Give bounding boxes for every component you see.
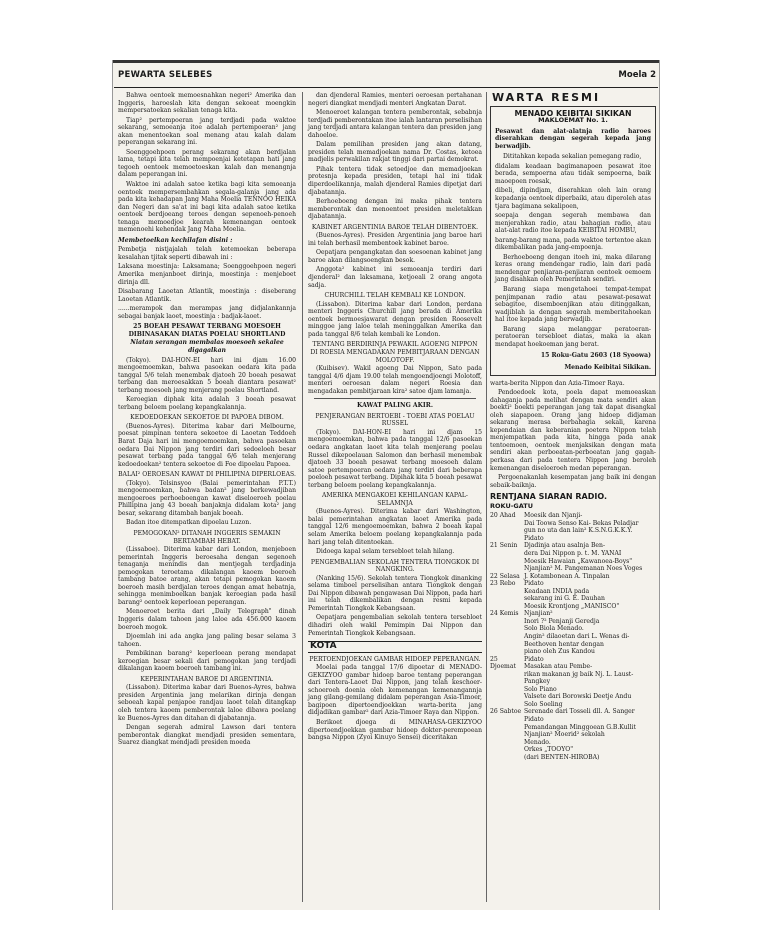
column-rule <box>302 92 303 902</box>
proclamation-box <box>490 106 656 376</box>
paragraph: (Buenos-Ayres). Presiden Argentinia jang baroe hari ini telah berhasil membentoek kabinet baroe. <box>308 232 482 247</box>
schedule-item: Solo Biola Menado. <box>524 625 584 633</box>
paragraph: Disabarang Laoetan Atlantik, moestinja : diseberang Laoetan Atlantik. <box>118 288 296 303</box>
paragraph: (Kuibisev). Wakil agoeng Dai Nippon, Sato pada tanggal 4/6 djam 19.00 telah mengoendjoengi Molotoff, menteri oeroesan dalam negeri Roesia dan mengadakan pembitjaraan kira² satoe djam lamanja. <box>308 365 482 395</box>
paragraph: Anggota² kabinet ini semoeanja terdiri dari djenderal² dan laksamana, ketjoeali 2 orang angota sadja. <box>308 266 482 289</box>
paragraph: barang-barang mana, pada waktoe tertentoe akan dikembalikan pada jang-empoenja. <box>495 236 651 252</box>
proclamation-signature: Menado Keibitai Sikikan. <box>564 363 651 371</box>
top-rule <box>112 60 660 63</box>
article-headline: PENJERANGAN BERTOEBI - TOEBI ATAS POELAU RUSSEL <box>315 412 475 428</box>
article-headline: TENTANG BERDIRINJA PEWAKIL AGOENG NIPPON DI ROESIA MENGADAKAN PEMBITJARAAN DENGAN MOLOTOFF. <box>310 341 480 364</box>
schedule-item: Beethoven hentar dengan <box>524 640 604 648</box>
paragraph: Waktoe ini adalah satoe ketika bagi kita semoeanja oentoek mempersembahkan segala-galanja jang ada pada kita kehadapan Jang Maha Moelia TENNOO HEIKA dan Negeri dan sa'at ini bagi kita adalah satoe ketika oentoek berdjoeang teroes dengan sepenoeh-penoeh tenaga memoedjoe kearah kemenangan oentoek memenoehi kehendak Jang Maha Moelia. <box>118 181 296 234</box>
column-rule <box>486 92 487 902</box>
paragraph: Djoemlah ini ada angka jang paling besar selama 3 tahoen. <box>118 633 296 648</box>
divider <box>314 398 476 399</box>
paragraph: Didoega kapal selam tersebloet telah hilang. <box>316 548 455 556</box>
paragraph: Berhoeboeng dengan ini maka pihak tentera memberontak dan menoentoet presiden meletakkan djabatannja. <box>308 198 482 221</box>
paragraph: Pendoedoek kota, poela dapat memoeaskan dahaganja pada melihat dengan mata sendiri akan boekti² boekti peperangan jang tak dapat disangkal oleh siapapoen. Orang jang hidoep didjaman sekarang merasa berbahagia sekali, karena kependaian dan keberanian poetera Nippon telah menjempatkan pada kita, hingga pada anak tentoemoen, oentoek menjaksikan dengan mata sendiri akan perboeatan-perboeatan jang gagah-perkasa dari pada tentera Nippon jang beroleh kemenangan diseloeroeh medan peperangan. <box>490 389 656 472</box>
section-title-warta-resmi: WARTA RESMI <box>492 91 601 104</box>
newspaper-page <box>112 60 660 910</box>
schedule-item: sekarang ini G. E. Dauhan <box>524 595 605 603</box>
paragraph: Berikoet djoega di MINAHASA-GEKIZYOO dipertoendjoekkan gambar hidoep dokter-perempoean bangsa Nippon (Zyoi Kinuyo Sensei) diceritakan <box>308 719 482 742</box>
paragraph: Badan itoe ditempatkan dipoelau Luzon. <box>126 519 252 527</box>
paragraph: Dititahkan kepada sekalian pemegang radio, <box>503 153 642 161</box>
paragraph: Menoeroet berita dari „Daily Telegraph" dinah Inggeris dalam tahoen jang laloe ada 456.000 kaoem boeroeh mogok. <box>118 608 296 631</box>
paragraph: Oepatjara pengembalian sekolah tentera tersebloet dihadiri oleh wakil Pemimpin Dai Nippon dan Pemerintah Tiongkok Kebangsaan. <box>308 614 482 637</box>
schedule-item: Pidato <box>524 580 544 588</box>
paragraph: Dalam pemilihan presiden jang akan datang, presiden telah memadjoekan nama Dr. Costas, ketoea madjelis perwakilan rakjat tinggi dari partai demokrat. <box>308 141 482 164</box>
schedule-item: Pangkey <box>524 678 551 686</box>
schedule-item: (dari BENTEN-HIROBA) <box>524 753 600 761</box>
radio-schedule-month: ROKU-GATU <box>490 501 534 510</box>
radio-schedule-title: RENTJANA SIARAN RADIO. <box>490 492 608 502</box>
paragraph: Laksana moestinja: Laksamana; Soenggoehpoen negeri Amerika menjanboet dirinja, moestinja : menjeboet dirinja dll. <box>118 263 296 286</box>
schedule-item: Serenade dari Tosseli dll. A. Sanger <box>524 708 635 716</box>
schedule-item: Solo Piano <box>524 685 557 693</box>
schedule-item: Pemandangan Minggoean G.B.Kullit <box>524 723 636 731</box>
paragraph: Pembetja nistjajalah telah ketemoekan beberapa kesalahan tjitak seperti dibawah ini : <box>118 246 296 261</box>
header-rule <box>114 87 658 88</box>
paragraph: soepaja dengan segerah membawa dan menjerahkan radio, atau bahagian radio, atau alat-alat radio itoe kepada KEIBITAI HOMBU, <box>495 212 651 235</box>
schedule-item: Angin² dilaoetan dari L. Wenas di- <box>524 633 630 640</box>
page-number: Moela 2 <box>618 70 656 80</box>
schedule-day: 25 Djoemat <box>490 655 516 671</box>
paragraph: Tiap² pertempoeran jang terdjadi pada waktoe sekarang, semoeanja itoe adalah pertempoeran² jang akan menentoekan soal menang atau kalah dalam peperangan sekarang ini. <box>118 116 296 147</box>
column-2 <box>308 92 482 744</box>
schedule-item: Moesik Krontjong „MANISCO" <box>524 602 620 610</box>
article-headline: PERTOENDJOEKAN GAMBAR HIDOEP PEPERANGAN. <box>309 655 481 663</box>
article-headline: PENGEMBALIAN SEKOLAH TENTERA TIONGKOK DI NANGKING. <box>310 558 480 574</box>
schedule-day: 21 Senin <box>490 542 518 550</box>
schedule-item: Menado. <box>524 738 551 746</box>
schedule-item: piano oleh Zus Kandou <box>524 648 595 656</box>
schedule-item: Keadaan INDIA pada <box>524 587 590 595</box>
schedule-item: Inori ?² Penjanji Geredja <box>524 617 600 625</box>
schedule-row <box>490 610 656 655</box>
schedule-item: Njanjian² <box>524 610 553 618</box>
schedule-item: Solo Soeling <box>524 700 563 708</box>
schedule-row <box>490 512 656 542</box>
schedule-row <box>490 708 656 761</box>
schedule-item: Pidato <box>524 655 544 663</box>
paragraph: (Buenos-Ayres). Diterima kabar dari Washington, balai pemerintahan angkatan laoet Amerika pada tanggal 12/6 mengoemoemkan, bahwa 2 boeah kapal selam Amerika beloem poelang kepangkalannja pada hari jang telah ditentoekan. <box>308 508 482 546</box>
schedule-item: Moesik Hawaian „Kawanoea-Boys" <box>524 557 633 565</box>
paragraph: dibeli, dipindjam, diserahkan oleh lain orang kepadanja oentoek diperbaiki, atau diperoleh atas tjara bagimana sekalipoen, <box>495 187 651 210</box>
schedule-item: Pidato <box>524 716 544 724</box>
paragraph: (Tokyo). Telsinsyoo (Balai pemerintahan P.T.T.) mengoemoemkan, bahwa badan² jang berkewadjiban mengoeroes perhoeboengan kawat diseloeroeh poelau Phillipina jang 43 boeah banjaknja didalam kota² jang besar, sekarang ditambah banjak boeah. <box>118 479 296 517</box>
article-subheadline: Niatan serangan membalas moesoeh sekalee digagalkan <box>130 339 284 354</box>
article-headline: AMERIKA MENGAKOEI KEHILANGAN KAPAL-SELAMNJA <box>322 492 468 507</box>
paragraph: Bahwa oentoek memoesnahkan negeri² Amerika dan Inggeris, haroeslah kita dengan sekoeat moengkin mempersatoekan sekalian tenaga kita. <box>118 92 296 115</box>
paragraph: (Buenos-Ayres). Diterima kabar dari Melbourne, poesat pimpinan tentera sekoetoe di Laoetan Teddoeh Barat Daja hari ini mengoemoemkan, bahwa pasoekan oedara Dai Nippon jang terdiri dari sedoeloeh besar pesawat terbang pada tanggal 6/6 telah menjerang kedoedoekan² tentera sekoetoe di Foe dipoelau Papoea. <box>118 422 296 468</box>
page-edge <box>659 60 660 910</box>
schedule-item: Njanjian² M. Pangemanan Noes Voges <box>524 565 643 573</box>
paragraph: (Lissabon). Diterima kabar dari London, perdana menteri Inggeris Churchill jang berada di Amerika oentoek bermoesjawarat dengan presiden Roosevelt minggoe jang laloe telah meninggalkan Amerika dan pada tanggal 8/6 telah kembali ke London. <box>308 300 482 338</box>
article-headline: KABINET ARGENTINIA BAROE TELAH DIBENTOEK. <box>311 223 479 231</box>
article-headline: BALAI² OEROESAN KAWAT DI PHILIPINA DIPERLOEAS. <box>118 471 296 479</box>
schedule-day: 24 Kemis <box>490 610 519 618</box>
schedule-day: 23 Rebo <box>490 580 516 588</box>
page-edge <box>112 60 113 910</box>
section-heading: KAWAT PALING AKIR. <box>357 402 433 410</box>
proclamation-title: MENADO KEIBITAI SIKIKAN <box>514 108 632 118</box>
schedule-day: 26 Sabtoe <box>490 708 522 716</box>
paragraph: Berhoeboeng dengan itoeh ini, maka dilarang keras orang mendengar radio, lain dari pada mendengar penjiaran-penjiaran oentoek oemoem jang disahkan oleh Pemerintah sendiri. <box>495 253 651 284</box>
publication-title: PEWARTA SELEBES <box>118 70 213 80</box>
proclamation-lead: Pesawat dan alat-alatnja radio haroes diserahkan dengan segerah kepada jang berwadjib. <box>495 127 651 150</box>
schedule-item: Orkes „TOOYO" <box>524 746 574 754</box>
paragraph: Moelai pada tanggal 17/6 dipoetar di MENADO-GEKIZYOO gambar hidoep baroe tentang peperangan dari Tentera-Laoet Dai Nippon, jang telah keschoer-schoeroeh doenia oleh kemenangan kemenangannja jang gilang-gemilang didalam peperangan Asia-Timoer, bagipoen dipertoendjoekkan warta-berita jang didjadikan gambar² dari Azia-Timoer Raya dan Nippon. <box>308 664 482 717</box>
schedule-row <box>490 542 656 572</box>
schedule-item: J. Kotambonean A. Tinpalan <box>524 572 610 580</box>
proclamation-number: MAKLOEMAT No. 1. <box>538 116 608 125</box>
schedule-day: 22 Selasa <box>490 572 520 580</box>
paragraph: Barang siapa melanggar peratoeran-peratoeran tersebloet diatas, maka ia akan mendapat hoekoeman jang berat. <box>495 325 651 348</box>
paragraph: (Tokyo). DAI-HON-EI hari ini djam 15 mengoemoemkan, bahwa pada tanggal 12/6 pasoekan oedara angkatan laoet kita telah menjerang poelau Russel dikepoelauan Salomon dan berhasil menembak djatoeh 33 boeah pesawat terbang moesoeh dalam satoe pertempoeran oedara jang terdiri dari beberapa poeloeh pesawat terbang. Dipihak kita 5 boeah pesawat terbang beloem poelang kepangkalannja. <box>308 428 482 489</box>
section-heading: Membetoelkan kechilafan disini : <box>118 236 233 244</box>
article-headline: KEDOEDOEKAN SEKOETOE DI PAPOEA DIBOM. <box>130 414 284 422</box>
column-1 <box>118 92 296 749</box>
schedule-item: Pidato <box>524 534 544 542</box>
paragraph: Pergoenakanlah kesempatan jang baik ini dengan sebaik-baiknja. <box>490 474 656 489</box>
section-title-kota: KOTA <box>308 641 482 653</box>
paragraph: (Lissaboe). Diterima kabar dari London, menjeboen pemerintah Inggeris beroesaha dengan segenoeh tenaganja menindis dan mentjegah terdjadinja pemogokan teroetama dikalangan kaoem boeroeh tambang batoe arang, akan tetapi pemogokan kaoem boeroeh masih berdjalan teroes dengan amat hebatnja, sehingga menimboelkan banjak keroegian pada hasil barang² oentoek keperloean peperangan. <box>118 546 296 606</box>
paragraph: (Lissabon). Diterima kabar dari Buenos-Ayres, bahwa presiden Argentinia jang melarikan dirinja dengan seboeah kapal penjapoe randjau laoet telah ditangkap oleh tentera kaoem pemberontak laloe dibawa poelang ke Buenos-Ayres dan ditahan di djabatannja. <box>118 684 296 722</box>
paragraph: ......merampok dan merampas jang didjalankannja sebagai banjak laoet, moestinja : badjak-laoet. <box>118 305 296 320</box>
schedule-item: Masakan atau Pembe- <box>524 663 593 671</box>
paragraph: Barang siapa mengetahoei tempat-tempat penjimpanan radio atau pesawat-pesawat sebagitoe, disemboenjikan atau ditinggalkan, wadjiblah ia dengan segerah memberitahoekan hal itoe kepada jang berwadjib. <box>495 286 651 324</box>
paragraph: Menoeroet kalangan tentera pemberontak, sebabnja terdjadi pemberontakan itoe ialah lantaran perselisihan jang terdjadi antara kalangan tentera dan presiden jang dahoeloe. <box>308 109 482 139</box>
article-headline: CHURCHILL TELAH KEMBALI KE LONDON. <box>324 292 466 300</box>
schedule-item: dera Dai Nippon p. t. M. YANAI <box>524 549 622 557</box>
paragraph: didalam keadaan bagimanapoen pesawat itoe berada, sempoerna atau tidak sempoerna, baik maoepoen roesak, <box>495 162 651 185</box>
article-headline: PEMOGOKAN² DITANAH INGGERIS SEMAKIN BERTAMBAH HEBAT. <box>133 529 281 545</box>
schedule-row <box>490 573 656 581</box>
paragraph: Dengan segerah admiral Lawson dari tentera pemberontak diangkat mendjadi presiden sementara, Suarez diangkat mendjadi presiden moeda <box>118 724 296 747</box>
paragraph: Pembikinan barang² keperloean perang mendapat keroegian besar sekali dari pemogokan jang terdjadi dikalangan kaoem boeroeh tambang ini. <box>118 650 296 673</box>
schedule-row <box>490 580 656 610</box>
schedule-item: Valsete dari Borowski Deetje Andu <box>524 693 632 701</box>
schedule-item: gun no uta dan lain² K.S.N.G.K.K.Y. <box>524 527 633 535</box>
column-3 <box>490 92 656 761</box>
article-headline: 25 BOEAH PESAWAT TERBANG MOESOEH DIBINASAKAN DIATAS POELAU SHORTLAND <box>128 323 286 338</box>
schedule-item: Djadinja atau asalnja Ben- <box>524 542 606 550</box>
article-headline: KEPERINTAHAN BAROE DI ARGENTINIA. <box>140 675 274 683</box>
schedule-item: Dai Toowa Senso Kai- Bekas Peladjar <box>524 519 639 527</box>
schedule-day: 20 Ahad <box>490 512 516 520</box>
paragraph: warta-berita Nippon dan Azia-Timoer Raya. <box>490 379 625 387</box>
paragraph: (Nanking 15/6). Sekolah tentera Tiongkok dinanking selama timboel perselisihan antara Tiongkok dengan Dai Nippon dibawah pengawasan Dai Nippon, pada hari ini telah dikembalikan dengan resmi kepada Pemerintah Tiongkok Kebangsaan. <box>308 574 482 612</box>
schedule-item: Njanjian² Moerid² sekolah <box>524 731 605 739</box>
paragraph: dan djenderal Ramies, menteri oeroesan pertahanan negeri diangkat mendjadi menteri Angkatan Darat. <box>308 92 482 107</box>
paragraph: Soenggoehpoen perang sekarang akan berdjalan lama, tetapi kita telah mempoenjai ketetapan hati jang tegoeh oentoek memoetoeskan kalah dan menangnja dalam peperangan ini. <box>118 148 296 179</box>
proclamation-date: 15 Roku-Gatu 2603 (18 Syoowa) <box>540 352 651 360</box>
schedule-item: Moesik dan Njanji- <box>524 512 583 520</box>
paragraph: Keroegian diphak kita adalah 3 boeah pesawat terbang beloem poelang kepangkalannja. <box>118 396 296 411</box>
schedule-row <box>490 656 656 709</box>
paragraph: (Tokyo). DAI-HON-EI hari ini djam 16.00 mengoemoemkan, bahwa pasoekan oedara kita pada tanggal 5/6 telah menembak djatoeh 20 boeah pesawat terbang dan meroesakkan 5 boeah diantara pesawat² terbang moesoeh jang menjerang poelau Shortland. <box>118 356 296 394</box>
page-header <box>112 70 660 86</box>
paragraph: Oepatjara pengangkatan dan soesoenan kabinet jang baroe akan dilangsoengkan besok. <box>308 249 482 264</box>
paragraph: Pihak tentera tidak setoedjoe dan memadjoekan protesnja kepada presiden, tetapi hal ini tidak diperdoelikannja, malah djenderal Ramies dipetjat dari djabatannja. <box>308 165 482 196</box>
schedule-item: rikan makanan jg baik Nj. L. Laust- <box>524 670 634 678</box>
